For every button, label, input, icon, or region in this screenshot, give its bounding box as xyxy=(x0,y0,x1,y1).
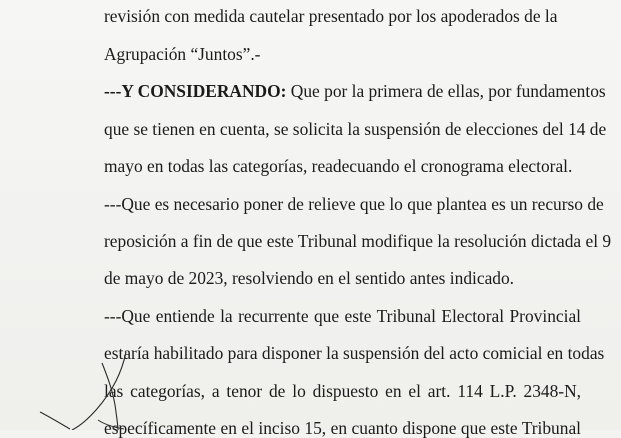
text-line-9: ---Que entiende la recurrente que este Tribunal Electoral Provincial xyxy=(104,306,581,326)
text-line-5: mayo en todas las categorías, readecuando el cronograma electoral. xyxy=(104,156,573,176)
text-line-7: reposición a fin de que este Tribunal modifique la resolución dictada el 9 xyxy=(104,231,612,251)
text-line-3-rest: Que por la primera de ellas, por fundamentos xyxy=(290,81,606,101)
text-line-1: revisión con medida cautelar presentado por los apoderados de la xyxy=(104,6,558,26)
considerando-heading: ---Y CONSIDERANDO: xyxy=(104,81,287,101)
text-line-8: de mayo de 2023, resolviendo en el sentido antes indicado. xyxy=(104,268,515,288)
text-line-12: específicamente en el inciso 15, en cuanto dispone que este Tribunal xyxy=(104,418,581,438)
text-line-4: que se tienen en cuenta, se solicita la suspensión de elecciones del 14 de xyxy=(104,119,607,139)
text-line-3 xyxy=(104,81,606,101)
text-line-2: Agrupación “Juntos”.- xyxy=(104,44,261,64)
text-line-11: las categorías, a tenor de lo dispuesto en el art. 114 L.P. 2348-N, xyxy=(104,381,581,401)
text-line-6: ---Que es necesario poner de relieve que lo que plantea es un recurso de xyxy=(104,194,604,214)
text-line-10: estaría habilitado para disponer la suspensión del acto comicial en todas xyxy=(104,343,605,363)
